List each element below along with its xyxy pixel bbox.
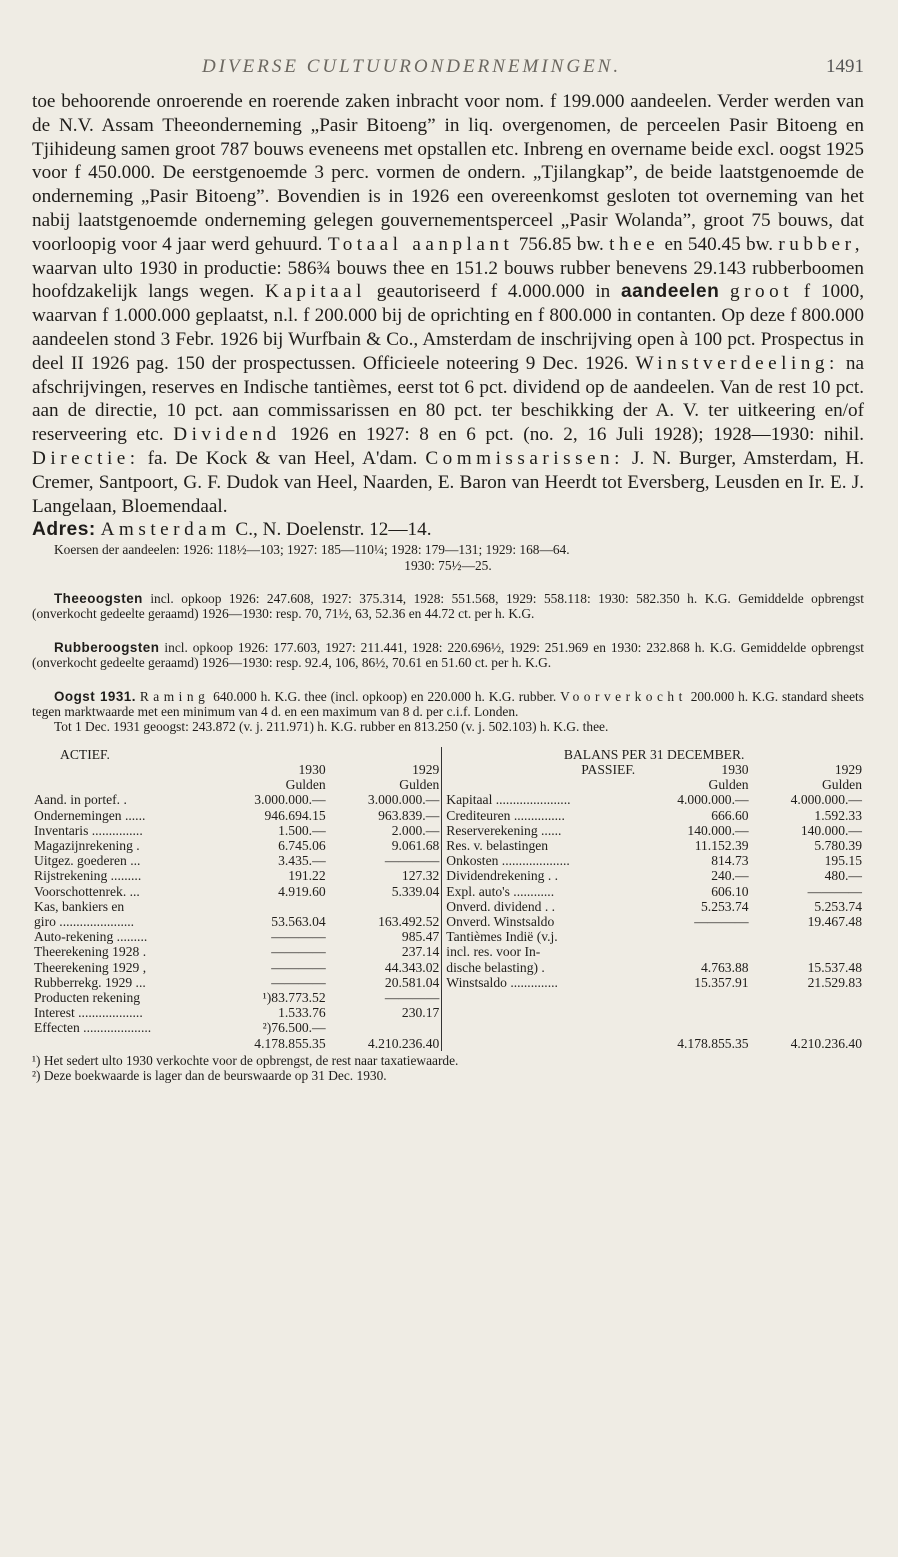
passief-1930: 666.60 bbox=[711, 807, 749, 823]
balance-row bbox=[32, 975, 864, 990]
passief-1930 bbox=[637, 944, 750, 959]
unit-p-1: Gulden bbox=[708, 777, 749, 793]
passief-1929: 1.592.33 bbox=[814, 807, 862, 823]
passief-1929: ———— bbox=[807, 883, 862, 899]
winstverdeeling-text: na afschrijvingen, reserves en Indische tantièmes, eerst tot 6 pct. dividend op de aandeelen. Van de rest 10 pct. aan de directie, 10 pct. aan commissarissen en 80 pct. ter beschikking der A. V. ter uitkeering en/of reserveering etc. bbox=[32, 352, 865, 446]
kapitaal-label: Kapitaal bbox=[265, 281, 366, 303]
footnote-2: ²) Deze boekwaarde is lager dan de beurswaarde op 31 Dec. 1930. bbox=[32, 1068, 387, 1084]
aanplant-value: 756.85 bw. bbox=[518, 233, 604, 255]
actief-1929: 985.47 bbox=[401, 929, 440, 945]
actief-1930: 1.533.76 bbox=[278, 1005, 326, 1021]
page-number: 1491 bbox=[826, 56, 864, 77]
actief-1929: 230.17 bbox=[401, 1005, 440, 1021]
main-text bbox=[32, 90, 864, 542]
year-1930-p: 1930 bbox=[721, 762, 749, 777]
passief-1930: 5.253.74 bbox=[701, 898, 749, 914]
passief-label: Winstsaldo .............. bbox=[446, 974, 558, 990]
passief-label bbox=[444, 1005, 637, 1020]
actief-1930: 946.694.15 bbox=[264, 807, 326, 823]
intro-text: toe behoorende onroerende en roerende zaken inbracht voor nom. f 199.000 aandeelen. Verder werden van de N.V. Assam Theeonderneming „Pasir Bitoeng” in liq. overgenomen, de perceelen Pasir Bitoeng en Tjihideung samen groot 787 bouws eveneens met opstallen etc. Inbreng en overname beide excl. oogst 1925 voor f 450.000. De eerstgenoemde 3 perc. vormen de ondern. „Tjilangkap”, de beide laatstgenoemde de onderneming „Pasir Bitoeng”. Bovendien is in 1926 een overeenkomst gesloten tot overneming van het nabij laatstgenoemde onderneming gelegen gouvernementsperceel „Pasir Wolanda”, groot 75 bouws, dat voorloopig voor 4 jaar werd gehuurd. bbox=[32, 91, 864, 255]
voorverkocht-label: Voorverkocht bbox=[560, 688, 687, 704]
passief-1929 bbox=[751, 929, 864, 944]
actief-1929: 44.343.02 bbox=[384, 959, 440, 975]
passief-1929: 15.537.48 bbox=[807, 959, 862, 975]
actief-1930: 4.919.60 bbox=[278, 883, 326, 899]
passief-label: Onverd. Winstsaldo bbox=[446, 914, 555, 930]
unit-a-1: Gulden bbox=[285, 777, 326, 793]
passief-1930: 4.000.000.— bbox=[677, 792, 749, 808]
balance-row bbox=[32, 823, 864, 838]
actief-1930: ²)76.500.— bbox=[262, 1020, 326, 1036]
actief-1929: 20.581.04 bbox=[384, 974, 440, 990]
passief-1929: 195.15 bbox=[824, 853, 862, 869]
total-passief-1929: 4.210.236.40 bbox=[790, 1035, 862, 1051]
actief-1930: ———— bbox=[271, 974, 326, 990]
actief-label: Aand. in portef. . bbox=[34, 792, 127, 808]
actief-1930: 191.22 bbox=[288, 868, 326, 884]
year-1929-a: 1929 bbox=[412, 762, 440, 777]
actief-label: Uitgez. goederen ... bbox=[34, 853, 141, 869]
actief-title: ACTIEF. bbox=[60, 746, 110, 762]
aanplant-text: waarvan ulto 1930 in productie: 586¾ bouws thee en 151.2 bouws rubber benevens 29.143 rubberboomen hoofdzakelijk langs wegen. bbox=[32, 257, 864, 303]
footnote-1: ¹) Het sedert ulto 1930 verkochte voor de opbrengst, de rest naar taxatiewaarde. bbox=[32, 1052, 459, 1068]
actief-label: Auto-rekening ......... bbox=[34, 929, 148, 945]
actief-label: Interest ................... bbox=[34, 1005, 143, 1021]
balance-row bbox=[32, 914, 864, 929]
directie-text: fa. De Kock & van Heel, A'dam. bbox=[147, 447, 418, 469]
running-header bbox=[32, 56, 864, 90]
actief-1930: 3.435.— bbox=[278, 853, 326, 869]
year-1930-a: 1930 bbox=[298, 762, 326, 777]
passief-1929 bbox=[751, 1005, 864, 1020]
actief-1929: 3.000.000.— bbox=[367, 792, 440, 808]
oogst-label: Oogst 1931. bbox=[54, 688, 136, 704]
kapitaal-text: geautoriseerd f 4.000.000 in bbox=[376, 281, 611, 303]
total-passief-1930: 4.178.855.35 bbox=[677, 1035, 749, 1051]
actief-label: Ondernemingen ...... bbox=[34, 807, 146, 823]
actief-label: Magazijnrekening . bbox=[34, 838, 140, 854]
passief-label: Onverd. dividend . . bbox=[446, 898, 556, 914]
geoogst: Tot 1 Dec. 1931 geoogst: 243.872 (v. j. 211.971) h. K.G. rubber en 813.250 (v. j. 502.103) h. K.G. thee. bbox=[54, 719, 609, 735]
passief-1930: 606.10 bbox=[711, 883, 749, 899]
actief-1930: ———— bbox=[271, 929, 326, 945]
balance-row bbox=[32, 944, 864, 959]
actief-1929: 5.339.04 bbox=[391, 883, 440, 899]
actief-label: Theerekening 1929 , bbox=[34, 959, 147, 975]
kapitaal-text-2: f 1000, waarvan f 1.000.000 geplaatst, n.l. f 200.000 bij de oprichting en f 800.000 in contanten. Op deze f 800.000 aandeelen stond 3 Febr. 1926 bij Wurfbain & Co., Amsterdam de inschrijving open à 100 pct. Prospectus in deel II 1926 pag. 150 der prospectussen. Officieele noteering 9 Dec. 1926. bbox=[32, 281, 865, 374]
passief-label: Reserverekening ...... bbox=[446, 822, 562, 838]
balance-row bbox=[32, 868, 864, 883]
winstverdeeling-label: Winstverdeeling: bbox=[635, 352, 839, 374]
theeoogsten-label: Theeoogsten bbox=[54, 590, 143, 606]
adres-city: Amsterdam bbox=[100, 519, 231, 541]
balance-row bbox=[32, 838, 864, 853]
mid-title: BALANS PER 31 DECEMBER. bbox=[563, 746, 745, 762]
total-actief-1930: 4.178.855.35 bbox=[254, 1035, 326, 1051]
koersen: Koersen der aandeelen: 1926: 118½—103; 1927: 185—110¼; 1928: 179—131; 1929: 168—64. bbox=[54, 542, 570, 558]
balance-row bbox=[32, 792, 864, 807]
passief-label: Dividendrekening . . bbox=[446, 868, 559, 884]
passief-1930: 240.— bbox=[711, 868, 749, 884]
paragraph-intro bbox=[32, 90, 864, 518]
passief-1930 bbox=[637, 1005, 750, 1020]
passief-1929: 4.000.000.— bbox=[790, 792, 862, 808]
passief-label: Crediteuren ............... bbox=[446, 807, 565, 823]
raming-label: Raming bbox=[139, 688, 210, 704]
passief-label: Kapitaal ...................... bbox=[446, 792, 571, 808]
actief-1930: ———— bbox=[271, 944, 326, 960]
passief-1929 bbox=[751, 944, 864, 959]
actief-1929: 2.000.— bbox=[391, 822, 440, 838]
actief-label: Rijstrekening ......... bbox=[34, 868, 142, 884]
passief-label: Res. v. belastingen bbox=[446, 838, 549, 854]
actief-label: Voorschottenrek. ... bbox=[34, 883, 140, 899]
passief-1930: 15.357.91 bbox=[694, 974, 749, 990]
passief-label bbox=[444, 1020, 637, 1035]
aanplant-value-2: en 540.45 bw. bbox=[664, 233, 774, 255]
actief-1930: 53.563.04 bbox=[271, 914, 326, 930]
small-print bbox=[32, 542, 864, 735]
dividend-label: Dividend bbox=[173, 424, 281, 446]
passief-label: dische belasting) . bbox=[446, 959, 545, 975]
running-title: DIVERSE CULTUURONDERNEMINGEN. bbox=[202, 56, 622, 77]
balance-row bbox=[32, 884, 864, 899]
balance-row bbox=[32, 808, 864, 823]
balance-row bbox=[32, 1005, 864, 1020]
raming-text: 640.000 h. K.G. thee (incl. opkoop) en 220.000 h. K.G. rubber. bbox=[213, 688, 557, 704]
total-actief-1929: 4.210.236.40 bbox=[367, 1035, 440, 1051]
year-1929-p: 1929 bbox=[834, 762, 862, 777]
balance-row bbox=[32, 929, 864, 944]
unit-a-2: Gulden bbox=[399, 777, 440, 793]
actief-1929: ———— bbox=[384, 990, 440, 1006]
groot-label: groot bbox=[730, 281, 794, 303]
passief-1930 bbox=[637, 929, 750, 944]
passief-1930: 814.73 bbox=[711, 853, 749, 869]
aanplant-label: Totaal aanplant bbox=[327, 233, 514, 255]
rubberoogsten-text: incl. opkoop 1926: 177.603, 1927: 211.441, 1928: 220.696½, 1929: 251.969 en 1930: 232.868 h. K.G. Gemiddelde opbrengst (onverkocht gedeelte geraamd) 1926—1930: resp. 92.4, 106, 86½, 70.61 en 51.60 ct. per h. K.G. bbox=[32, 639, 864, 671]
passief-label: incl. res. voor In- bbox=[446, 944, 541, 960]
rubber-label: rubber, bbox=[778, 233, 864, 255]
footnotes bbox=[32, 1053, 864, 1084]
actief-1930: ¹)83.773.52 bbox=[262, 990, 326, 1006]
unit-row bbox=[32, 777, 864, 792]
thee-label: thee bbox=[609, 233, 660, 255]
adres-label: Adres: bbox=[32, 519, 96, 541]
commissarissen-label: Commissarissen: bbox=[425, 447, 624, 469]
passief-1929: 5.253.74 bbox=[814, 898, 862, 914]
passief-1929: 5.780.39 bbox=[814, 838, 862, 854]
actief-label: Producten rekening bbox=[34, 990, 141, 1006]
koersen-cont: 1930: 75½—25. bbox=[404, 557, 492, 573]
passief-1929 bbox=[751, 1020, 864, 1035]
passief-1930: ———— bbox=[694, 914, 749, 930]
aandeelen-label: aandeelen bbox=[620, 281, 720, 303]
balance-row bbox=[32, 990, 864, 1005]
actief-label: Kas, bankiers en bbox=[34, 898, 125, 914]
balance-row bbox=[32, 899, 864, 914]
balance-row bbox=[32, 1020, 864, 1035]
balance-row bbox=[32, 960, 864, 975]
passief-1929: 480.— bbox=[824, 868, 862, 884]
actief-label: Inventaris ............... bbox=[34, 822, 143, 838]
balance-total-row bbox=[32, 1036, 864, 1051]
balance-title-row bbox=[32, 747, 864, 762]
passief-label bbox=[444, 990, 637, 1005]
actief-1929: 237.14 bbox=[401, 944, 440, 960]
theeoogsten bbox=[32, 591, 864, 622]
actief-1930: ———— bbox=[271, 959, 326, 975]
rubberoogsten bbox=[32, 640, 864, 671]
actief-1929 bbox=[328, 1020, 442, 1035]
passief-label: Tantièmes Indië (v.j. bbox=[446, 929, 558, 945]
actief-1930: 6.745.06 bbox=[278, 838, 326, 854]
actief-label: giro ...................... bbox=[34, 914, 135, 930]
passief-1930: 4.763.88 bbox=[701, 959, 749, 975]
passief-1929: 19.467.48 bbox=[807, 914, 862, 930]
paragraph-adres bbox=[32, 518, 864, 542]
passief-1930: 11.152.39 bbox=[694, 838, 749, 854]
years-row bbox=[32, 762, 864, 777]
voorverkocht-text: 200.000 h. K.G. standard sheets tegen marktwaarde met een minimum van 4 d. en een maximum van 8 d. per c.i.f. Londen. bbox=[32, 688, 864, 719]
actief-label: Theerekening 1928 . bbox=[34, 944, 147, 960]
passief-1930: 140.000.— bbox=[687, 822, 749, 838]
passief-label: Onkosten .................... bbox=[446, 853, 570, 869]
actief-1929: 963.839.— bbox=[378, 807, 440, 823]
actief-1929 bbox=[328, 899, 442, 914]
commissarissen-text: J. N. Burger, Amsterdam, H. Cremer, Santpoort, G. F. Dudok van Heel, Naarden, E. Baron van Heerdt tot Eversberg, Leusden en Ir. E. J. Langelaan, Bloemendaal. bbox=[32, 447, 864, 517]
actief-1929: 163.492.52 bbox=[378, 914, 440, 930]
passief-1929 bbox=[751, 990, 864, 1005]
passief-label: Expl. auto's ............ bbox=[446, 883, 555, 899]
passief-1930 bbox=[637, 1020, 750, 1035]
balance-sheet bbox=[32, 747, 864, 1051]
theeoogsten-text: incl. opkoop 1926: 247.608, 1927: 375.314, 1928: 551.568, 1929: 558.118: 1930: 582.350 h. K.G. Gemiddelde opbrengst (onverkocht gedeelte geraamd) 1926—1930: resp. 70, 71½, 63, 52.36 en 44.72 ct. per h. K.G. bbox=[32, 590, 864, 622]
oogst-1931 bbox=[32, 689, 864, 720]
actief-label: Rubberrekg. 1929 ... bbox=[34, 974, 146, 990]
actief-1929: ———— bbox=[384, 853, 440, 869]
actief-1929: 9.061.68 bbox=[391, 838, 440, 854]
passief-1929: 140.000.— bbox=[800, 822, 862, 838]
passief-1929: 21.529.83 bbox=[807, 974, 862, 990]
passief-title: PASSIEF. bbox=[581, 762, 636, 777]
actief-1930: 3.000.000.— bbox=[254, 792, 326, 808]
actief-label: Effecten .................... bbox=[34, 1020, 152, 1036]
unit-p-2: Gulden bbox=[821, 777, 862, 793]
passief-1930 bbox=[637, 990, 750, 1005]
adres-text: C., N. Doelenstr. 12—14. bbox=[235, 519, 432, 541]
balance-row bbox=[32, 853, 864, 868]
actief-1930: 1.500.— bbox=[278, 822, 326, 838]
rubberoogsten-label: Rubberoogsten bbox=[54, 639, 160, 655]
directie-label: Directie: bbox=[32, 447, 140, 469]
actief-1930 bbox=[214, 899, 327, 914]
actief-1929: 127.32 bbox=[401, 868, 440, 884]
dividend-text: 1926 en 1927: 8 en 6 pct. (no. 2, 16 Juli 1928); 1928—1930: nihil. bbox=[290, 424, 865, 446]
